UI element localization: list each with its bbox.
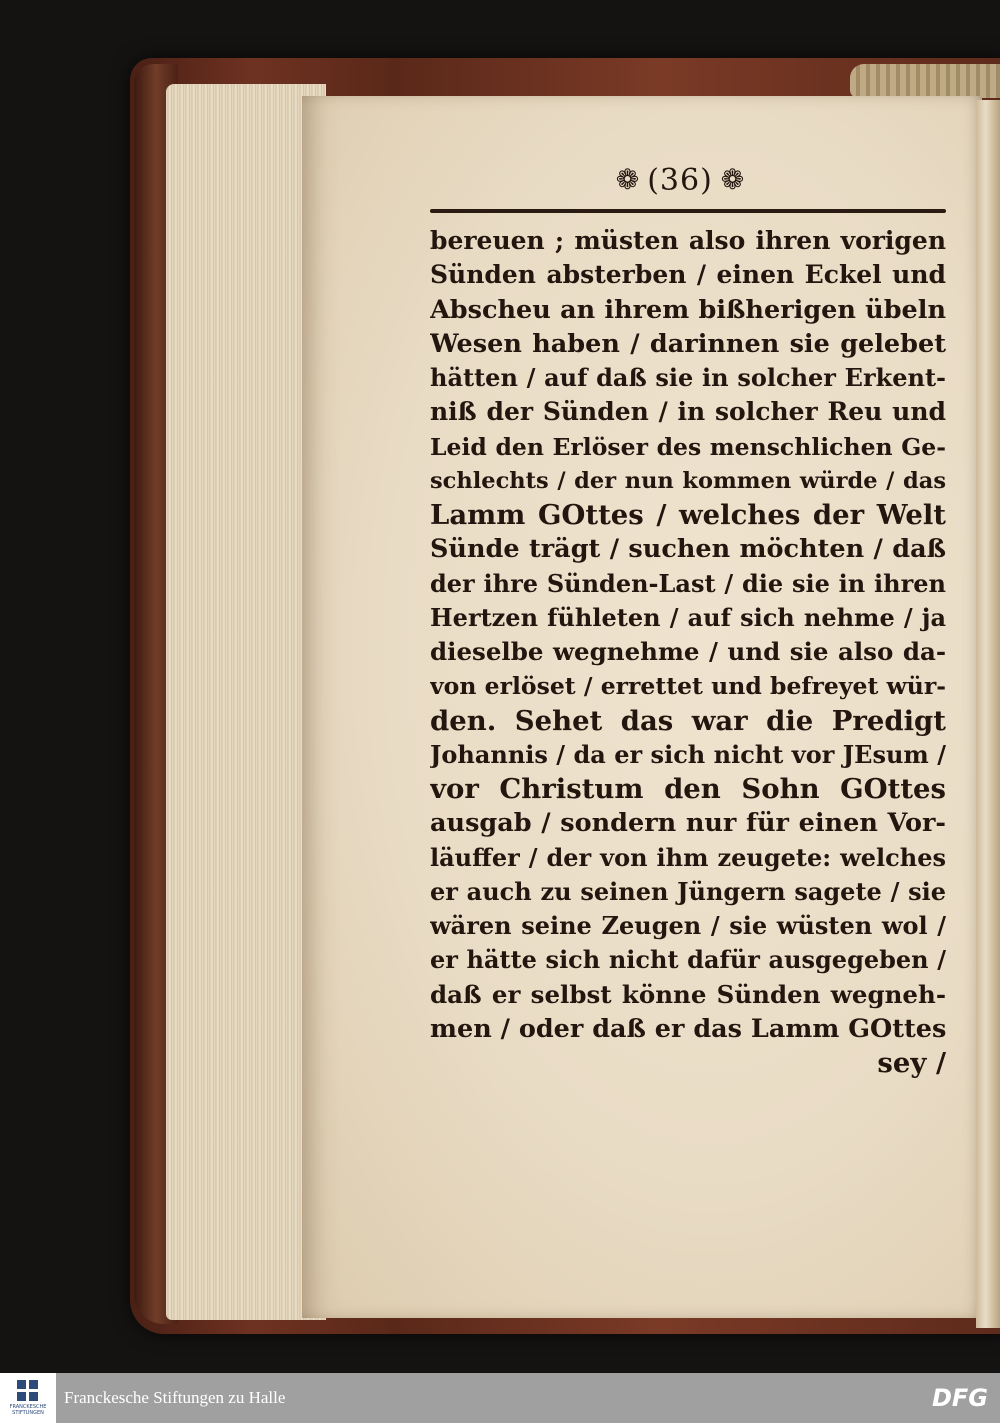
- text-line: läuffer / der von ihm zeugete: welches: [430, 842, 946, 872]
- text-line: der ihre Sünden-Last / die sie in ihren: [430, 568, 946, 598]
- text-line: er hätte sich nicht dafür ausgegeben /: [430, 945, 946, 975]
- text-line: Johannis / da er sich nicht vor JEsum /: [430, 739, 946, 769]
- building-icon: [17, 1380, 39, 1402]
- page-gutter: [976, 100, 1000, 1328]
- text-line: schlechts / der nun kommen würde / das: [430, 467, 946, 494]
- text-line: von erlöset / errettet und befreyet wür-: [430, 672, 946, 701]
- text-line: Lamm GOttes / welches der Welt: [430, 499, 946, 531]
- catchword: sey /: [877, 1047, 946, 1079]
- viewer-footer: [0, 1373, 1000, 1423]
- text-line: Hertzen fühleten / auf sich nehme / ja: [430, 602, 946, 632]
- page-number: (36): [647, 162, 713, 198]
- body-text: [430, 224, 946, 1080]
- text-line: daß er selbst könne Sünden wegneh-: [430, 979, 946, 1009]
- text-line: er auch zu seinen Jüngern sagete / sie: [430, 876, 946, 906]
- ornament-right-icon: ❁: [720, 163, 745, 196]
- text-line: den. Sehet das war die Predigt: [430, 704, 946, 737]
- page-header: [580, 158, 780, 202]
- text-line: hätten / auf daß sie in solcher Erkent-: [430, 363, 946, 392]
- text-line: Leid den Erlöser des menschlichen Ge-: [430, 432, 946, 461]
- text-line: Sünden absterben / einen Eckel und: [430, 260, 946, 290]
- text-line: dieselbe wegnehme / und sie also da-: [430, 637, 946, 666]
- text-line: niß der Sünden / in solcher Reu und: [430, 397, 946, 427]
- text-line: bereuen ; müsten also ihren vorigen: [430, 226, 946, 255]
- text-line: Wesen haben / darinnen sie gelebet: [430, 328, 946, 359]
- book-headband: [850, 64, 1000, 98]
- text-line: Sünde trägt / suchen möchten / daß: [430, 534, 946, 565]
- institution-logo[interactable]: [0, 1373, 56, 1423]
- text-line: ausgab / sondern nur für einen Vor-: [430, 808, 946, 839]
- header-rule: [430, 209, 946, 213]
- ornament-left-icon: ❁: [615, 163, 640, 196]
- dfg-logo[interactable]: DFG: [931, 1384, 988, 1412]
- text-line: wären seine Zeugen / sie wüsten wol /: [430, 911, 946, 940]
- institution-name[interactable]: Franckesche Stiftungen zu Halle: [64, 1388, 286, 1407]
- text-line: vor Christum den Sohn GOttes: [430, 773, 946, 805]
- logo-caption: FRANCKESCHE STIFTUNGEN: [9, 1404, 47, 1416]
- text-line: Abscheu an ihrem bißherigen übeln: [430, 294, 946, 325]
- text-line: men / oder daß er das Lamm GOttes: [430, 1013, 946, 1044]
